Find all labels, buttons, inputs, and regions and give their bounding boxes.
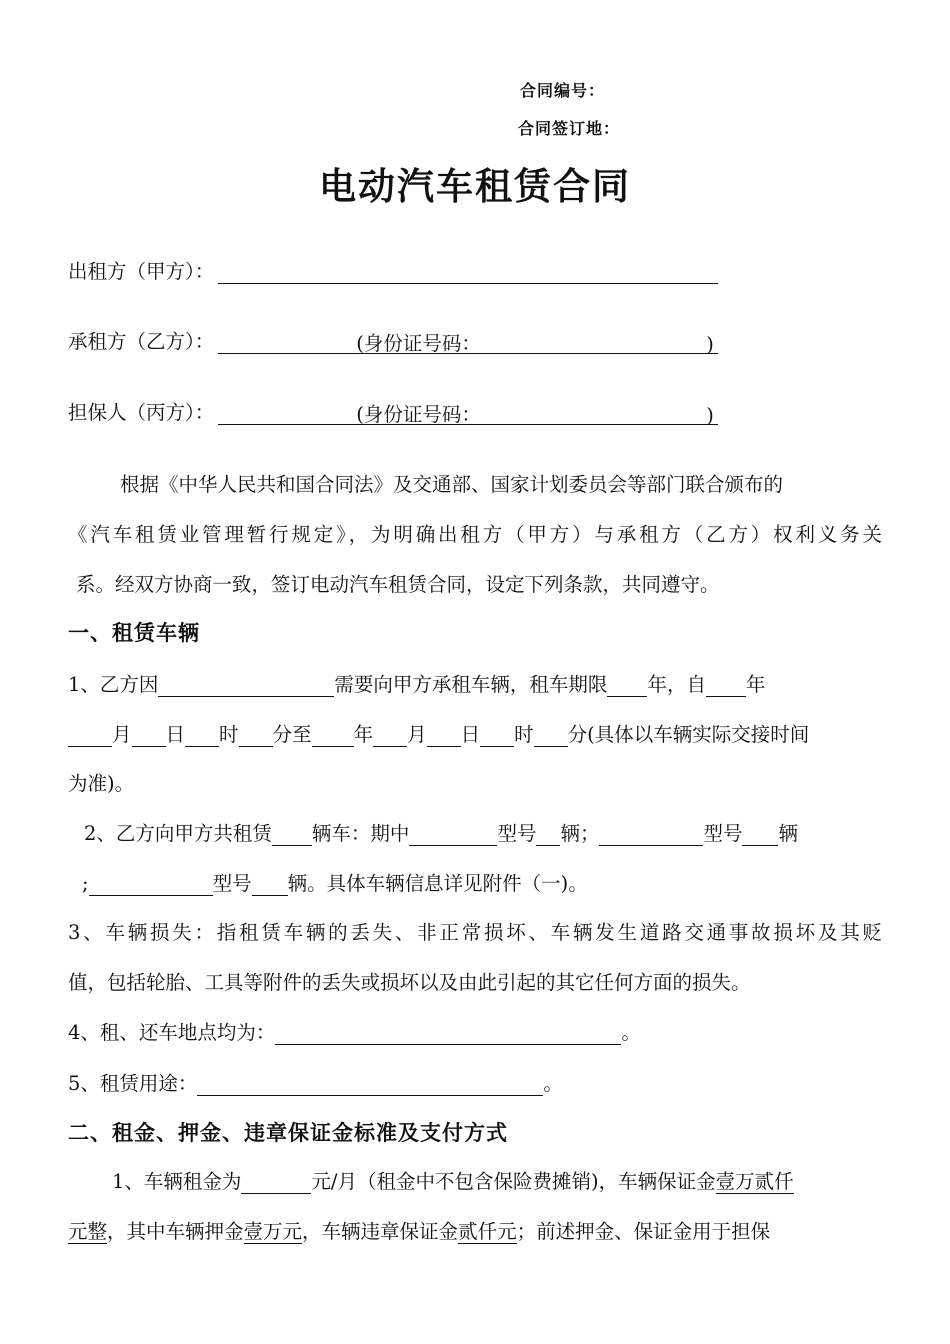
contract-number-label: 合同编号： (520, 81, 606, 100)
clause-text: 4、租、还车地点均为： (68, 1021, 276, 1044)
model-3-count-field[interactable] (252, 873, 288, 896)
clause-text: 年，自 (647, 673, 706, 696)
clause-1-3-line-2: 值，包括轮胎、工具等附件的丢失或损坏以及由此引起的其它任何方面的损失。 (68, 971, 751, 994)
lessor-line (68, 256, 718, 284)
vehicle-deposit-value: 壹万元 (243, 1220, 303, 1243)
clause-text: ，车辆违章保证金 (302, 1220, 459, 1243)
clause-1-2-line-2 (82, 868, 588, 896)
clause-text: 年 (745, 673, 766, 696)
clause-text: 需要向甲方承租车辆，租车期限 (334, 673, 608, 696)
clause-text: 型号 (497, 822, 537, 845)
clause-text: 。 (543, 1072, 563, 1095)
clause-text: ，其中车辆押金 (107, 1220, 244, 1243)
clause-1-1-line-1 (68, 669, 765, 697)
clause-text: 5、租赁用途： (68, 1072, 198, 1095)
preamble-line-1: 根据《中华人民共和国合同法》及交通部、国家计划委员会等部门联合颁布的 (120, 473, 784, 496)
end-day-field[interactable] (427, 724, 461, 747)
guarantor-line (68, 397, 718, 425)
clause-text: 2、乙方向甲方共租赁 (84, 822, 272, 845)
clause-text: 月 (112, 723, 132, 746)
term-years-field[interactable] (607, 674, 647, 697)
clause-text: 时 (219, 723, 239, 746)
clause-1-1-line-2 (68, 719, 809, 747)
clause-2-1-line-1 (112, 1166, 794, 1194)
clause-text: 辆车：期中 (311, 822, 410, 845)
clause-text: 辆 (778, 822, 798, 845)
clause-1-4 (68, 1017, 641, 1045)
vehicle-count-field[interactable] (272, 823, 312, 846)
end-minute-field[interactable] (534, 724, 568, 747)
clause-text: 型号 (212, 872, 252, 895)
clause-1-2-line-1 (84, 818, 798, 846)
guarantor-name-field[interactable] (218, 402, 718, 425)
clause-1-1-line-3: 为准)。 (68, 772, 135, 795)
clause-text: ; (82, 872, 89, 895)
preamble-line-3: 系。经双方协商一致，签订电动汽车租赁合同，设定下列条款，共同遵守。 (76, 573, 720, 596)
model-2-count-field[interactable] (742, 823, 778, 846)
clause-text: 1、车辆租金为 (112, 1170, 242, 1193)
end-month-field[interactable] (373, 724, 407, 747)
guarantor-id-open: (身份证号码： (356, 403, 481, 426)
start-hour-field[interactable] (185, 724, 219, 747)
clause-text: 时 (514, 723, 534, 746)
model-3-field[interactable] (89, 873, 213, 896)
clause-text: 型号 (703, 822, 743, 845)
clause-text: 辆； (560, 822, 600, 845)
monthly-rent-field[interactable] (241, 1171, 311, 1194)
lessee-id-open: (身份证号码： (356, 332, 481, 355)
clause-text: 元/月（租金中不包含保险费摊销)，车辆保证金 (311, 1170, 716, 1193)
end-year-field[interactable] (312, 724, 354, 747)
clause-text: 1、乙方因 (68, 673, 159, 696)
clause-1-3-line-1: 3、车辆损失：指租赁车辆的丢失、非正常损坏、车辆发生道路交通事故损坏及其贬 (68, 921, 882, 944)
page-title: 电动汽车租赁合同 (319, 165, 631, 208)
model-1-count-field[interactable] (536, 823, 560, 846)
deposit-total-value-cont: 元整 (68, 1220, 108, 1243)
guarantor-label: 担保人（丙方）： (68, 401, 215, 424)
clause-text: 。 (621, 1021, 641, 1044)
section-2-heading: 二、租金、押金、违章保证金标准及支付方式 (68, 1121, 508, 1145)
clause-text: ；前述押金、保证金用于担保 (516, 1220, 771, 1243)
lessee-name-field[interactable] (218, 331, 718, 354)
violation-deposit-value: 贰仟元 (458, 1220, 517, 1243)
purpose-field[interactable] (158, 674, 334, 697)
pickup-location-field[interactable] (275, 1022, 621, 1045)
lessor-label: 出租方（甲方）： (68, 260, 215, 283)
clause-2-1-line-2 (68, 1216, 770, 1244)
lessee-id-close: ) (706, 333, 714, 356)
contract-place-label: 合同签订地： (518, 119, 621, 138)
clause-1-5 (68, 1068, 563, 1096)
lessor-name-field[interactable] (218, 261, 718, 284)
guarantor-id-close: ) (706, 404, 714, 427)
clause-text: 日 (165, 723, 186, 746)
start-year-field[interactable] (706, 674, 746, 697)
model-1-field[interactable] (409, 823, 497, 846)
clause-text: 月 (407, 723, 427, 746)
lessee-label: 承租方（乙方）： (68, 330, 215, 353)
start-day-field[interactable] (132, 724, 166, 747)
clause-text: 年 (353, 723, 374, 746)
clause-text: 辆。具体车辆信息详见附件（一)。 (287, 872, 588, 895)
rental-use-field[interactable] (197, 1073, 543, 1096)
model-2-field[interactable] (599, 823, 703, 846)
preamble-line-2: 《汽车租赁业管理暂行规定》，为明确出租方（甲方）与承租方（乙方）权利义务关 (68, 523, 882, 546)
deposit-total-value: 壹万贰仟 (715, 1170, 794, 1193)
clause-text: 日 (460, 723, 481, 746)
clause-text: 分至 (272, 723, 312, 746)
lessee-line (68, 326, 718, 354)
start-month-field[interactable] (68, 724, 112, 747)
start-minute-field[interactable] (239, 724, 273, 747)
clause-text: 分(具体以车辆实际交接时间 (567, 723, 810, 746)
section-1-heading: 一、租赁车辆 (68, 621, 200, 645)
end-hour-field[interactable] (480, 724, 514, 747)
